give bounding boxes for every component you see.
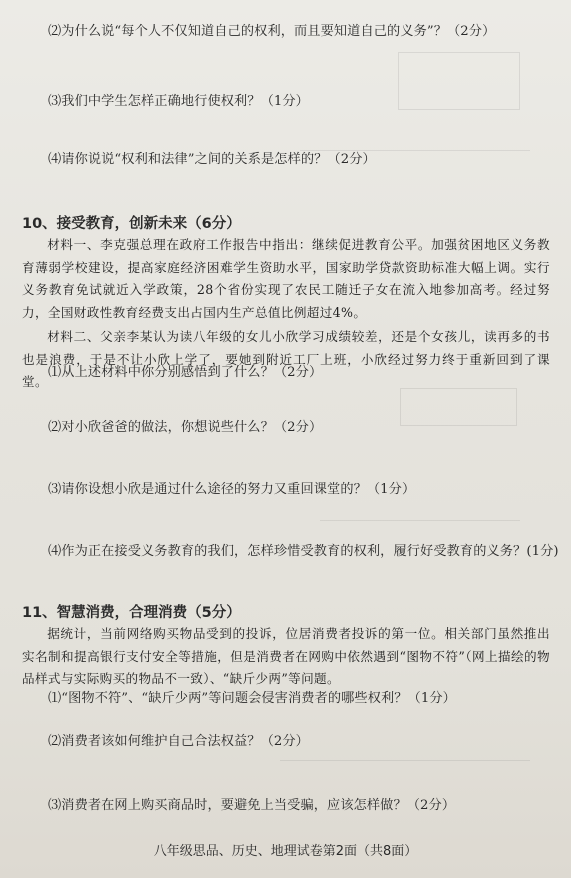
q11-subquestion-2: ⑵消费者该如何维护自己合法权益？（2分） (48, 734, 309, 749)
bleed-through-line (280, 760, 530, 761)
bleed-through-line (320, 520, 520, 521)
q10-subquestion-1: ⑴从上述材料中你分别感悟到了什么？（2分） (48, 365, 323, 380)
page-footer: 八年级思品、历史、地理试卷第2面（共8面） (153, 844, 418, 859)
q11-subquestion-3: ⑶消费者在网上购买商品时，要避免上当受骗，应该怎样做？（2分） (48, 798, 456, 813)
q10-subquestion-3: ⑶请你设想小欣是通过什么途径的努力又重回课堂的？（1分） (48, 482, 416, 497)
bleed-through-box-middle (400, 388, 517, 426)
bleed-through-box-top (398, 52, 520, 110)
q10-title: 10、接受教育，创新未来（6分） (22, 216, 241, 232)
q11-title: 11、智慧消费，合理消费（5分） (22, 605, 241, 621)
q9-subquestion-2: ⑵为什么说“每个人不仅知道自己的权利，而且要知道自己的义务”？（2分） (48, 24, 496, 39)
q9-subquestion-3: ⑶我们中学生怎样正确地行使权利？（1分） (48, 94, 309, 109)
q10-material-2: 材料二、父亲李某认为读八年级的女儿小欣学习成绩较差，还是个女孩儿，读再多的书也是浪费，于是不让小欣上学了，要她到附近工厂上班，小欣经过努力终于重新回到了课堂。 (22, 329, 550, 389)
q11-material: 据统计，当前网络购买物品受到的投诉，位居消费者投诉的第一位。相关部门虽然推出实名制和提高银行支付安全等措施，但是消费者在网购中依然遇到“图物不符”（网上描绘的物品样式与实际购买的物品不一致）、“缺斤少两”等问题。 (22, 626, 550, 686)
q9-subquestion-4: ⑷请你说说“权利和法律”之间的关系是怎样的？（2分） (48, 152, 376, 167)
q11-subquestion-1: ⑴“图物不符”、“缺斤少两”等问题会侵害消费者的哪些权利？（1分） (48, 691, 456, 706)
q10-subquestion-2: ⑵对小欣爸爸的做法，你想说些什么？（2分） (48, 420, 323, 435)
q10-material-1: 材料一、李克强总理在政府工作报告中指出：继续促进教育公平。加强贫困地区义务教育薄弱学校建设，提高家庭经济困难学生资助水平，国家助学贷款资助标准大幅上调。实行义务教育免试就近入学政策，28个省份实现了农民工随迁子女在流入地参加高考。经过努力，全国财政性教育经费支出占国内生产总值比例超过4%。 (22, 237, 550, 320)
q10-subquestion-4: ⑷作为正在接受义务教育的我们，怎样珍惜受教育的权利，履行好受教育的义务？(1分) (48, 544, 559, 559)
